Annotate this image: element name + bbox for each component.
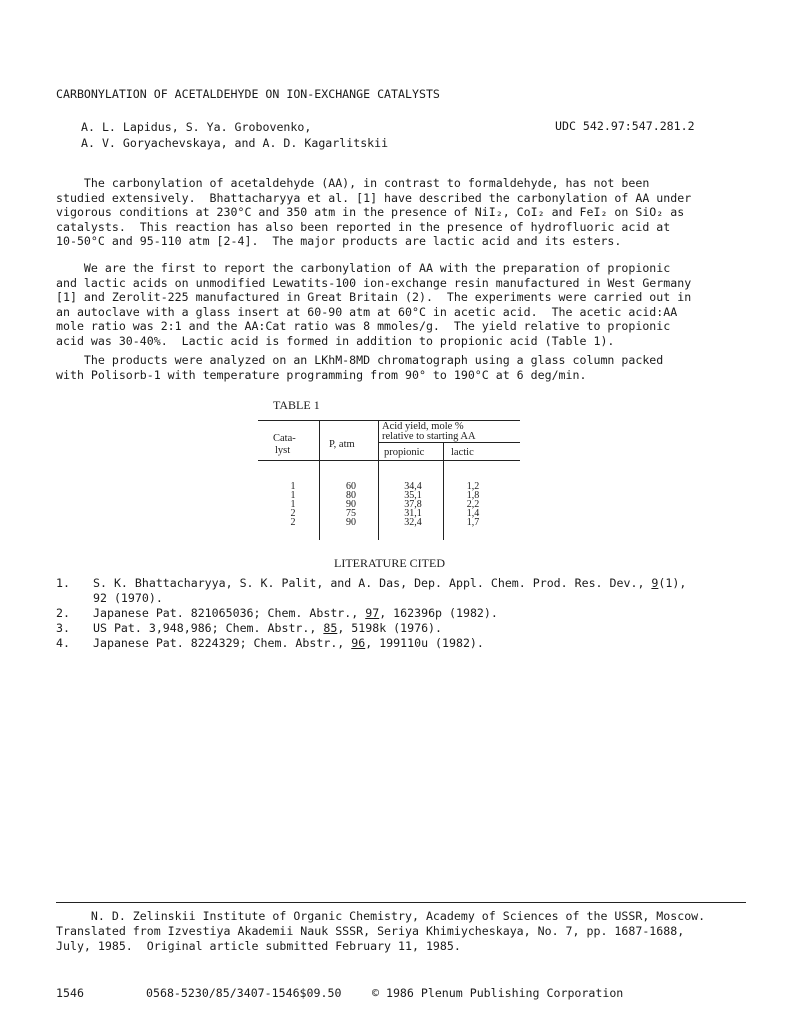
article-code: 0568-5230/85/3407-1546$09.50 [146, 986, 342, 1000]
author-line: A. L. Lapidus, S. Ya. Grobovenko, [81, 120, 312, 134]
footnote-rule [56, 902, 746, 903]
text-line: [1] and Zerolit-225 manufactured in Great Britain (2). The experiments were carried out in [56, 290, 692, 304]
table-caption: TABLE 1 [273, 398, 320, 412]
header-lactic: lactic [451, 447, 474, 458]
table-cell: 2 [290, 517, 296, 528]
results-table [258, 420, 520, 540]
table-cell: 2 [290, 508, 296, 519]
text-line: studied extensively. Bhattacharyya et al. [1] have described the carbonylation of AA under [56, 190, 692, 205]
paragraph-analysis [56, 353, 756, 382]
table-cell: 1,4 [466, 508, 480, 519]
column-divider [378, 420, 379, 540]
author-line: A. V. Goryachevskaya, and A. D. Kagarlitskii [81, 136, 389, 150]
reference-text: US Pat. 3,948,986; Chem. Abstr., 85, 5198k (1976). [93, 621, 443, 635]
table-cell: 32,4 [404, 517, 422, 528]
table-cell: 34,4 [404, 481, 422, 492]
table-cell: 37,8 [404, 499, 422, 510]
reference-number: 2. [56, 606, 70, 620]
footnote-line: Translated from Izvestiya Akademii Nauk SSSR, Seriya Khimiycheskaya, No. 7, pp. 1687-1688, [56, 924, 685, 938]
reference-text-continued: 92 (1970). [93, 591, 163, 605]
column-divider [443, 442, 444, 540]
paragraph-experiment [56, 261, 756, 348]
header-rule [258, 460, 520, 461]
header-acid-yield: relative to starting AA [382, 431, 476, 442]
header-propionic: propionic [384, 447, 425, 458]
text-line: and lactic acids on unmodified Lewatits-100 ion-exchange resin manufactured in West Germany [56, 275, 692, 290]
text-line: an autoclave with a glass insert at 60-90 atm at 60°C in acetic acid. The acetic acid:AA [56, 304, 678, 319]
column-divider [319, 420, 320, 540]
table-cell: 2,2 [466, 499, 480, 510]
table-cell: 80 [346, 490, 356, 501]
footnote-line: July, 1985. Original article submitted February 11, 1985. [56, 939, 461, 953]
udc-code: UDC 542.97:547.281.2 [555, 119, 695, 133]
table-cell: 90 [346, 499, 356, 510]
paragraph-intro [56, 176, 756, 249]
table-cell: 90 [346, 517, 356, 528]
text-line: mole ratio was 2:1 and the AA:Cat ratio was 8 mmoles/g. The yield relative to propionic [56, 319, 671, 333]
author-list [81, 119, 388, 151]
catalyst-column [278, 482, 308, 527]
table-cell: 75 [346, 508, 356, 519]
text-line: The carbonylation of acetaldehyde (AA), in contrast to formaldehyde, has not been [56, 176, 650, 190]
table-cell: 1 [290, 499, 296, 510]
reference-text: S. K. Bhattacharyya, S. K. Palit, and A. Das, Dep. Appl. Chem. Prod. Res. Dev., 9(1), [93, 576, 687, 590]
text-line: catalysts. This reaction has also been reported in the presence of hydrofluoric acid at [56, 219, 671, 234]
reference-number: 1. [56, 576, 70, 590]
table-cell: 60 [346, 481, 356, 492]
copyright-notice: © 1986 Plenum Publishing Corporation [372, 986, 624, 1000]
table-cell: 1,7 [466, 517, 480, 528]
footnote [56, 909, 705, 954]
text-line: 10-50°C and 95-110 atm [2-4]. The major products are lactic acid and its esters. [56, 234, 622, 248]
subheader-rule [378, 442, 520, 443]
text-line: vigorous conditions at 230°C and 350 atm in the presence of NiI₂, CoI₂ and FeI₂ on SiO₂ as [56, 205, 685, 219]
reference-text: Japanese Pat. 8224329; Chem. Abstr., 96, 199110u (1982). [93, 636, 484, 650]
text-line: We are the first to report the carbonylation of AA with the preparation of propionic [56, 261, 671, 275]
article-title: CARBONYLATION OF ACETALDEHYDE ON ION-EXCHANGE CATALYSTS [56, 87, 440, 101]
header-catalyst: Cata- [273, 433, 296, 444]
table-cell: 31,1 [404, 508, 422, 519]
header-acid-yield: Acid yield, mole % [382, 421, 464, 432]
page-number: 1546 [56, 986, 84, 1000]
table-cell: 1,8 [466, 490, 480, 501]
text-line: acid was 30-40%. Lactic acid is formed in addition to propionic acid (Table 1). [56, 333, 615, 348]
header-catalyst: lyst [275, 445, 291, 456]
table-cell: 1,2 [466, 481, 480, 492]
table-cell: 35,1 [404, 490, 422, 501]
propionic-column [395, 482, 431, 527]
reference-text: Japanese Pat. 821065036; Chem. Abstr., 97, 162396p (1982). [93, 606, 498, 620]
text-line: with Polisorb-1 with temperature programming from 90° to 190°C at 6 deg/min. [56, 367, 587, 382]
header-pressure: P, atm [329, 439, 355, 450]
footnote-line: N. D. Zelinskii Institute of Organic Chemistry, Academy of Sciences of the USSR, Moscow. [56, 909, 706, 923]
reference-number: 3. [56, 621, 70, 635]
table-cell: 1 [290, 490, 296, 501]
text-line: The products were analyzed on an LKhM-8MD chromatograph using a glass column packed [56, 353, 664, 367]
literature-title: LITERATURE CITED [334, 556, 445, 570]
reference-number: 4. [56, 636, 70, 650]
pressure-column [336, 482, 366, 527]
lactic-column [458, 482, 488, 527]
table-cell: 1 [290, 481, 296, 492]
